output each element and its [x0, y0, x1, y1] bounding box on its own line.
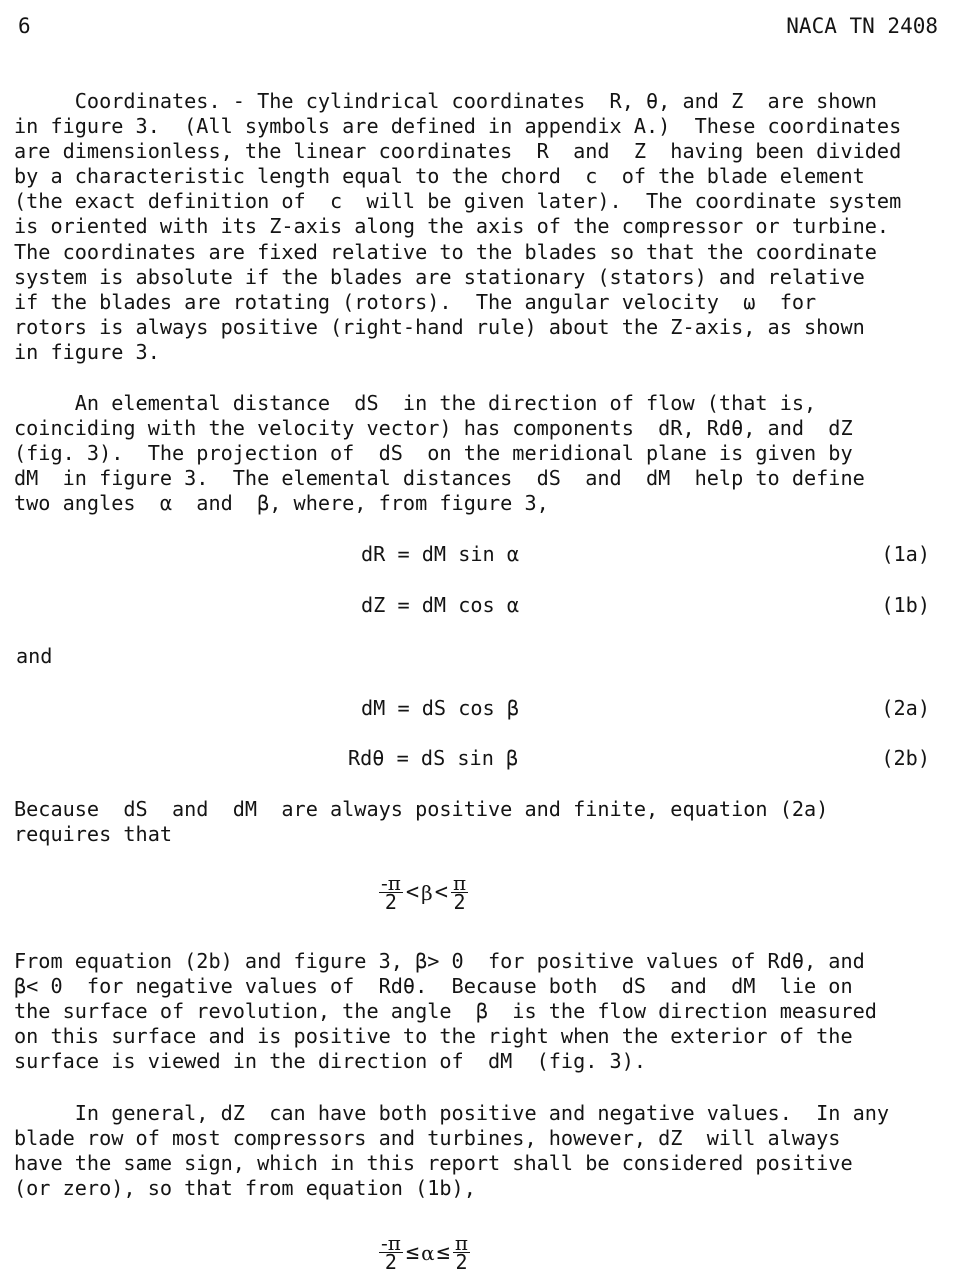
paragraph-coordinates: Coordinates. - The cylindrical coordinates R, θ, and Z are shown in figure 3. (All symbols are defined in appendix A.) These coordinates are dimensionless, the linear coordinates R and Z having been divided by a characteristic length equal to the chord c of the blade element (the exact definition of c will be given later). The coordinate system is oriented with its Z-axis along the axis of the compressor or turbine. The coordinates are fixed relative to the blades so that the coordinate system is absolute if the blades are stationary (stators) and relative if the blades are rotating (rotors). The angular velocity ω for rotors is always positive (right-hand rule) about the Z-axis, as shown in figure 3.	[14, 89, 902, 364]
equation-number: (1b)	[881, 593, 930, 617]
relation-symbol: ≤	[405, 1240, 420, 1265]
equation-body: dZ = dM cos α	[361, 593, 520, 617]
numerator: -π	[381, 871, 401, 895]
inequality-alpha	[378, 1231, 471, 1274]
equation-number: (1a)	[881, 542, 930, 566]
fraction-right	[451, 871, 468, 914]
paragraph-because: Because dS and dM are always positive and finite, equation (2a) requires that	[14, 797, 829, 847]
equation-1a	[14, 540, 930, 568]
numerator: π	[452, 871, 467, 895]
relation-symbol: <	[434, 880, 448, 905]
equation-body: dM = dS cos β	[361, 696, 520, 720]
equation-body: dR = dM sin α	[361, 542, 520, 566]
equation-number: (2b)	[881, 746, 930, 770]
report-identifier: NACA TN 2408	[786, 14, 938, 38]
fraction-left	[379, 871, 403, 914]
equation-1b	[14, 591, 930, 619]
equation-2b	[14, 744, 930, 772]
denominator: 2	[455, 1250, 468, 1274]
inequality-beta	[378, 871, 469, 914]
denominator: 2	[453, 890, 466, 914]
relation-symbol: ≤	[436, 1240, 450, 1265]
paragraph-in-general: In general, dZ can have both positive and negative values. In any blade row of most compressors and turbines, however, dZ will always have the same sign, which in this report shall be considered positive (or zero), so that from equation (1b),	[14, 1101, 890, 1201]
denominator: 2	[384, 890, 397, 914]
relation-symbol: <	[405, 880, 420, 905]
fraction-left	[379, 1231, 403, 1274]
equation-number: (2a)	[881, 696, 930, 720]
paragraph-elemental-distance: An elemental distance dS in the direction of flow (that is, coinciding with the velocity vector) has components dR, Rdθ, and dZ (fig. 3). The projection of dS on the meridional plane is given by dM in figure 3. The elemental distances dS and dM help to define two angles α and β, where, from figure 3,	[14, 391, 865, 516]
connector-word: and	[16, 644, 53, 668]
equation-body: Rdθ = dS sin β	[348, 746, 519, 770]
paragraph-from-equation: From equation (2b) and figure 3, β> 0 for positive values of Rdθ, and β< 0 for negative values of Rdθ. Because both dS and dM lie on the surface of revolution, the angle β is the flow direction measured on this surface and is positive to the right when the exterior of the surface is viewed in the direction of dM (fig. 3).	[14, 949, 877, 1074]
denominator: 2	[384, 1250, 397, 1274]
page-number: 6	[18, 14, 31, 38]
numerator: -π	[381, 1231, 401, 1255]
equation-2a	[14, 694, 930, 722]
variable-alpha: α	[421, 1240, 435, 1265]
fraction-right	[453, 1231, 470, 1274]
numerator: π	[454, 1231, 469, 1255]
variable-beta: β	[421, 880, 433, 905]
